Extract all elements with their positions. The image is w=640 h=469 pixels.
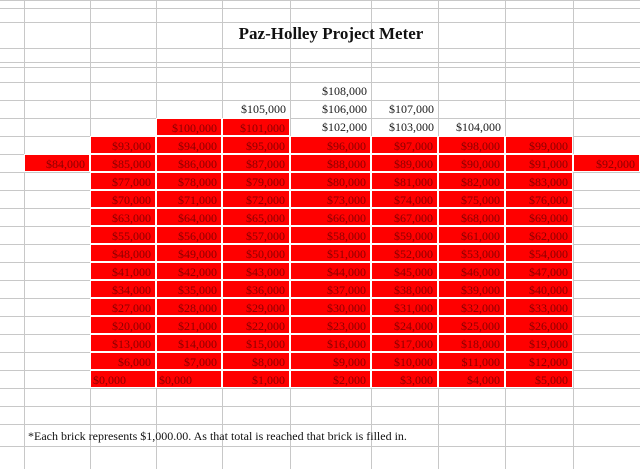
filled-brick[interactable]: $47,000	[505, 262, 573, 280]
filled-brick[interactable]: $22,000	[222, 316, 290, 334]
filled-brick[interactable]: $85,000	[90, 154, 156, 172]
filled-brick[interactable]: $89,000	[371, 154, 438, 172]
filled-brick[interactable]: $16,000	[290, 334, 371, 352]
filled-brick[interactable]: $66,000	[290, 208, 371, 226]
filled-brick[interactable]: $29,000	[222, 298, 290, 316]
filled-brick[interactable]: $25,000	[438, 316, 505, 334]
filled-brick[interactable]: $41,000	[90, 262, 156, 280]
filled-brick[interactable]: $56,000	[156, 226, 222, 244]
filled-brick[interactable]: $42,000	[156, 262, 222, 280]
filled-brick[interactable]: $77,000	[90, 172, 156, 190]
filled-brick[interactable]: $74,000	[371, 190, 438, 208]
filled-brick[interactable]: $20,000	[90, 316, 156, 334]
filled-brick[interactable]: $9,000	[290, 352, 371, 370]
filled-brick[interactable]: $18,000	[438, 334, 505, 352]
filled-brick[interactable]: $31,000	[371, 298, 438, 316]
filled-brick[interactable]: $40,000	[505, 280, 573, 298]
filled-brick[interactable]: $84,000	[24, 154, 90, 172]
filled-brick[interactable]: $26,000	[505, 316, 573, 334]
filled-brick[interactable]: $62,000	[505, 226, 573, 244]
filled-brick[interactable]: $55,000	[90, 226, 156, 244]
filled-brick[interactable]: $81,000	[371, 172, 438, 190]
filled-brick[interactable]: $61,000	[438, 226, 505, 244]
filled-brick[interactable]: $44,000	[290, 262, 371, 280]
pending-brick[interactable]: $108,000	[322, 84, 367, 98]
filled-brick[interactable]: $100,000	[156, 118, 222, 136]
filled-brick[interactable]: $37,000	[290, 280, 371, 298]
filled-brick[interactable]: $24,000	[371, 316, 438, 334]
filled-brick[interactable]: $75,000	[438, 190, 505, 208]
filled-brick[interactable]: $23,000	[290, 316, 371, 334]
pending-brick[interactable]: $103,000	[389, 120, 434, 134]
filled-brick[interactable]: $0,000	[90, 370, 156, 388]
filled-brick[interactable]: $45,000	[371, 262, 438, 280]
filled-brick[interactable]: $32,000	[438, 298, 505, 316]
filled-brick[interactable]: $94,000	[156, 136, 222, 154]
filled-brick[interactable]: $50,000	[222, 244, 290, 262]
filled-brick[interactable]: $35,000	[156, 280, 222, 298]
filled-brick[interactable]: $98,000	[438, 136, 505, 154]
filled-brick[interactable]: $70,000	[90, 190, 156, 208]
filled-brick[interactable]: $59,000	[371, 226, 438, 244]
filled-brick[interactable]: $80,000	[290, 172, 371, 190]
pending-brick[interactable]: $106,000	[322, 102, 367, 116]
filled-brick[interactable]: $58,000	[290, 226, 371, 244]
filled-brick[interactable]: $91,000	[505, 154, 573, 172]
filled-brick[interactable]: $90,000	[438, 154, 505, 172]
filled-brick[interactable]: $4,000	[438, 370, 505, 388]
filled-brick[interactable]: $0,000	[156, 370, 222, 388]
filled-brick[interactable]: $76,000	[505, 190, 573, 208]
pending-brick[interactable]: $104,000	[456, 120, 501, 134]
filled-brick[interactable]: $21,000	[156, 316, 222, 334]
filled-brick[interactable]: $93,000	[90, 136, 156, 154]
filled-brick[interactable]: $6,000	[90, 352, 156, 370]
filled-brick[interactable]: $19,000	[505, 334, 573, 352]
filled-brick[interactable]: $14,000	[156, 334, 222, 352]
filled-brick[interactable]: $13,000	[90, 334, 156, 352]
filled-brick[interactable]: $52,000	[371, 244, 438, 262]
filled-brick[interactable]: $54,000	[505, 244, 573, 262]
filled-brick[interactable]: $79,000	[222, 172, 290, 190]
filled-brick[interactable]: $46,000	[438, 262, 505, 280]
filled-brick[interactable]: $99,000	[505, 136, 573, 154]
pending-brick[interactable]: $105,000	[241, 102, 286, 116]
filled-brick[interactable]: $78,000	[156, 172, 222, 190]
pending-brick[interactable]: $102,000	[322, 120, 367, 134]
filled-brick[interactable]: $82,000	[438, 172, 505, 190]
filled-brick[interactable]: $5,000	[505, 370, 573, 388]
filled-brick[interactable]: $10,000	[371, 352, 438, 370]
filled-brick[interactable]: $48,000	[90, 244, 156, 262]
filled-brick[interactable]: $36,000	[222, 280, 290, 298]
filled-brick[interactable]: $57,000	[222, 226, 290, 244]
filled-brick[interactable]: $17,000	[371, 334, 438, 352]
filled-brick[interactable]: $97,000	[371, 136, 438, 154]
filled-brick[interactable]: $39,000	[438, 280, 505, 298]
filled-brick[interactable]: $83,000	[505, 172, 573, 190]
filled-brick[interactable]: $95,000	[222, 136, 290, 154]
filled-brick[interactable]: $53,000	[438, 244, 505, 262]
filled-brick[interactable]: $96,000	[290, 136, 371, 154]
filled-brick[interactable]: $8,000	[222, 352, 290, 370]
filled-brick[interactable]: $33,000	[505, 298, 573, 316]
filled-brick[interactable]: $30,000	[290, 298, 371, 316]
filled-brick[interactable]: $27,000	[90, 298, 156, 316]
filled-brick[interactable]: $1,000	[222, 370, 290, 388]
sheet-title: Paz-Holley Project Meter	[238, 24, 424, 43]
pending-brick[interactable]: $107,000	[389, 102, 434, 116]
filled-brick[interactable]: $87,000	[222, 154, 290, 172]
filled-brick[interactable]: $71,000	[156, 190, 222, 208]
filled-brick[interactable]: $68,000	[438, 208, 505, 226]
filled-brick[interactable]: $69,000	[505, 208, 573, 226]
filled-brick[interactable]: $15,000	[222, 334, 290, 352]
filled-brick[interactable]: $11,000	[438, 352, 505, 370]
filled-brick[interactable]: $73,000	[290, 190, 371, 208]
filled-brick[interactable]: $65,000	[222, 208, 290, 226]
sheet-footnote: *Each brick represents $1,000.00. As that total is reached that brick is filled in.	[28, 429, 407, 443]
filled-brick[interactable]: $101,000	[222, 118, 290, 136]
filled-brick[interactable]: $3,000	[371, 370, 438, 388]
filled-brick[interactable]: $51,000	[290, 244, 371, 262]
filled-brick[interactable]: $49,000	[156, 244, 222, 262]
filled-brick[interactable]: $63,000	[90, 208, 156, 226]
filled-brick[interactable]: $72,000	[222, 190, 290, 208]
filled-brick[interactable]: $38,000	[371, 280, 438, 298]
filled-brick[interactable]: $43,000	[222, 262, 290, 280]
filled-brick[interactable]: $86,000	[156, 154, 222, 172]
filled-brick[interactable]: $7,000	[156, 352, 222, 370]
filled-brick[interactable]: $2,000	[290, 370, 371, 388]
filled-brick[interactable]: $92,000	[573, 154, 640, 172]
filled-brick[interactable]: $64,000	[156, 208, 222, 226]
filled-brick[interactable]: $88,000	[290, 154, 371, 172]
filled-brick[interactable]: $28,000	[156, 298, 222, 316]
filled-brick[interactable]: $67,000	[371, 208, 438, 226]
filled-brick[interactable]: $34,000	[90, 280, 156, 298]
filled-brick[interactable]: $12,000	[505, 352, 573, 370]
